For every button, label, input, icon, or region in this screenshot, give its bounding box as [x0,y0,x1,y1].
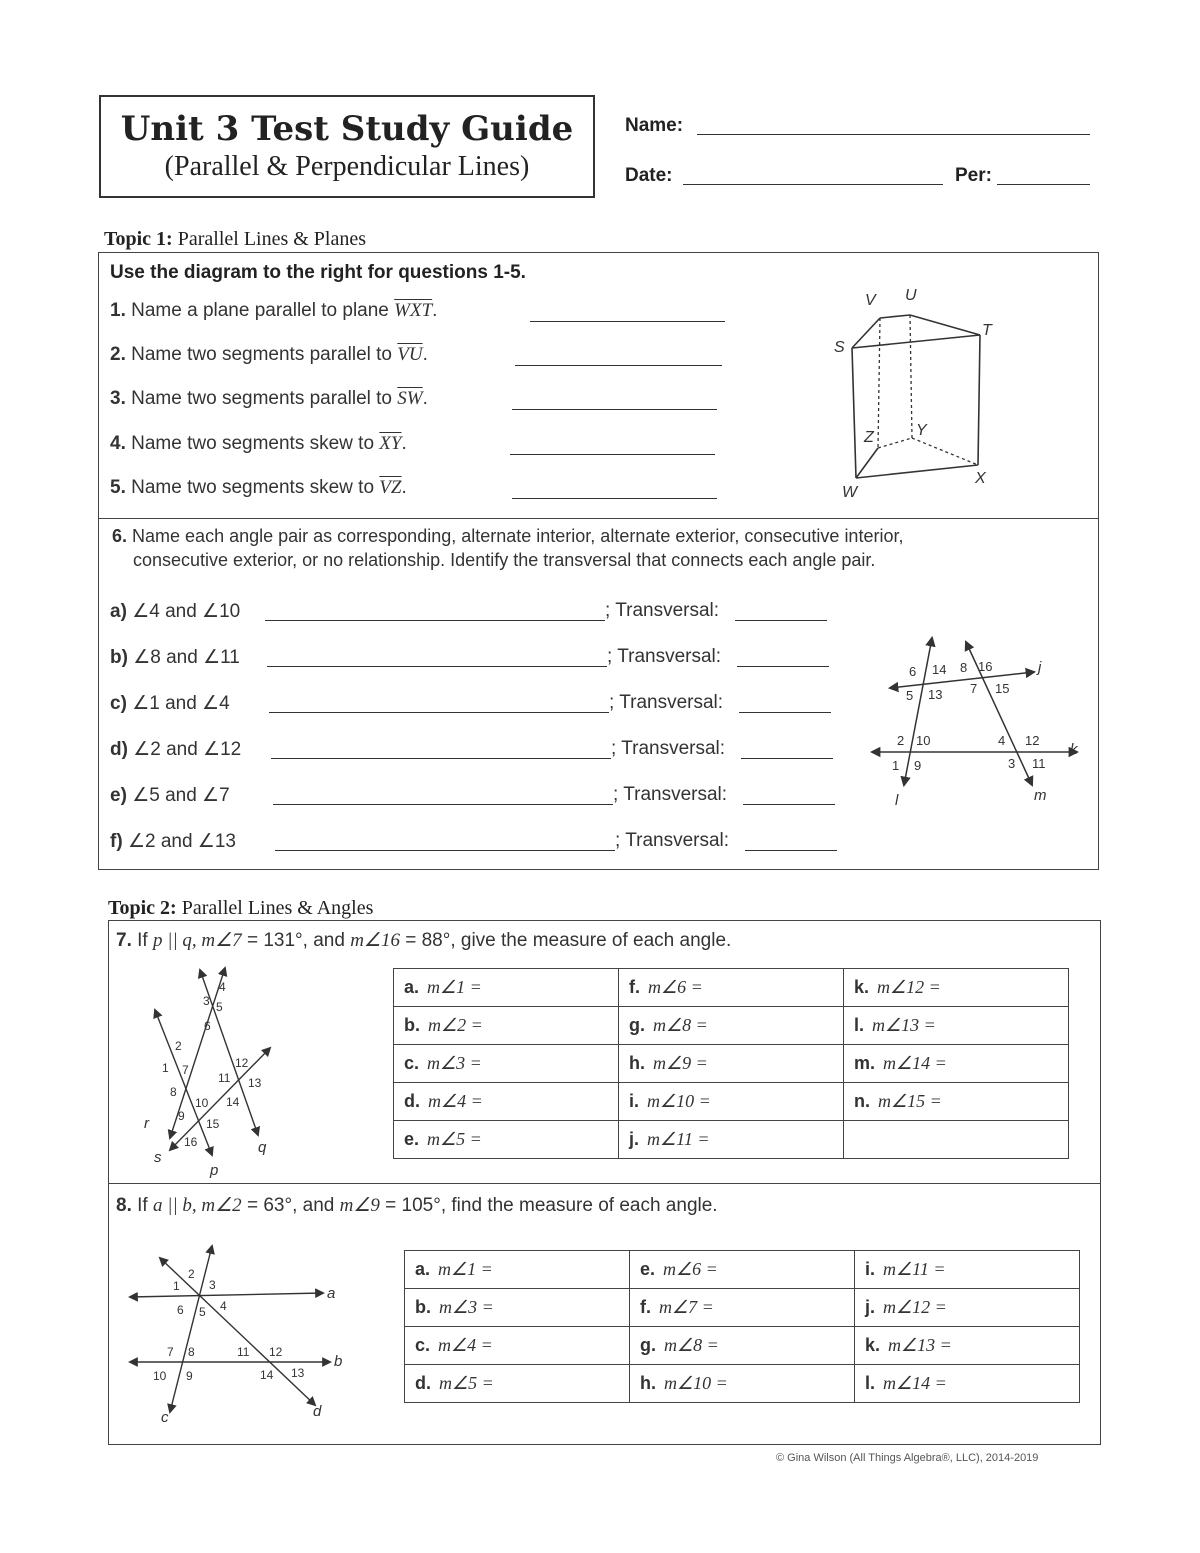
q7-angle-14: 14 [226,1095,240,1109]
answer-letter: c. [404,1053,420,1073]
q7-line-p: p [210,1162,219,1179]
answer-cell[interactable] [405,1251,630,1289]
answer-prompt: m∠4 = [438,1335,493,1355]
q7-angle-9: 9 [178,1109,185,1123]
answer-letter: b. [415,1297,431,1317]
q6-line-m: m [1034,787,1047,804]
answer-letter: i. [865,1259,876,1279]
q7-angle-7: 7 [182,1063,189,1077]
topic2-label: Parallel Lines & Angles [181,897,374,919]
answer-cell[interactable] [619,1045,844,1083]
answer-cell[interactable] [630,1289,855,1327]
question-punct: . [422,344,428,365]
topic2-heading [108,897,373,920]
q6-item-pair: ∠2 and ∠13 [127,831,236,852]
q8-angle-9: 9 [186,1369,193,1383]
question-punct: . [432,300,438,321]
q6-item [110,600,240,623]
q6-item-letter: e) [110,785,127,806]
q6-angle-2: 2 [897,733,905,748]
relationship-blank[interactable] [275,850,615,851]
table-row [394,1121,1069,1159]
q7-diagram [140,960,290,1185]
label-T: T [982,322,992,339]
q6-diagram [862,630,1092,815]
transversal-label: ; Transversal: [607,646,722,667]
question-number: 1. [110,300,126,321]
q6-item-letter: c) [110,693,127,714]
transversal-blank[interactable] [737,666,829,667]
q6-line-k: k [1070,741,1078,758]
q6-line-l: l [895,792,899,809]
answer-cell[interactable] [630,1251,855,1289]
page-title: Unit 3 Test Study Guide [120,109,574,149]
answer-letter: k. [854,977,870,997]
q7-angle-12: 12 [235,1056,249,1070]
answer-cell[interactable] [844,969,1069,1007]
label-S: S [834,339,845,356]
answer-prompt: m∠8 = [664,1335,719,1355]
answer-letter: a. [404,977,420,997]
q6-angle-8: 8 [960,660,968,675]
title-box [99,95,595,198]
transversal-blank[interactable] [743,804,835,805]
transversal-blank[interactable] [741,758,833,759]
date-label: Date: [625,165,673,186]
answer-letter: n. [854,1091,870,1111]
topic1-label: Parallel Lines & Planes [177,228,367,250]
q6-angle-9: 9 [914,758,922,773]
q7-angle-3: 3 [203,994,210,1008]
question-number: 3. [110,388,126,409]
q6-angle-14: 14 [932,662,947,677]
transversal-label: ; Transversal: [611,738,726,759]
q7-angle-6: 6 [204,1019,211,1033]
answer-letter: d. [404,1091,420,1111]
relationship-blank[interactable] [267,666,607,667]
label-Z: Z [864,429,874,446]
transversal-label: ; Transversal: [613,784,728,805]
answer-letter: f. [640,1297,651,1317]
q6-text-line1: Name each angle pair as corresponding, alternate interior, alternate exterior, consecutive interior, [132,526,904,546]
answer-cell[interactable] [405,1289,630,1327]
answer-prompt: m∠14 = [883,1053,947,1073]
answer-cell[interactable] [619,1007,844,1045]
answer-prompt: m∠8 = [653,1015,708,1035]
per-field[interactable] [997,184,1090,185]
q7-line-q: q [258,1139,267,1156]
table-row [405,1251,1080,1289]
q7-angle-15: 15 [206,1117,220,1131]
q8-angle-2: 2 [188,1267,195,1281]
q6-line-j: j [1038,659,1042,676]
answer-prompt: m∠2 = [428,1015,483,1035]
answer-letter: h. [640,1373,656,1393]
answer-letter: a. [415,1259,431,1279]
answer-cell[interactable] [394,969,619,1007]
q7-angle-10: 10 [195,1096,209,1110]
question-variable: $\overline{VZ}$ [379,477,402,498]
answer-blank[interactable] [510,454,715,455]
q7-prompt-var2: m∠16 [350,930,400,951]
answer-letter: b. [404,1015,420,1035]
q6-number: 6. [112,526,128,546]
q6-angle-15: 15 [995,681,1010,696]
answer-prompt: m∠5 = [427,1129,482,1149]
transversal-label: ; Transversal: [605,600,720,621]
answer-letter: e. [640,1259,656,1279]
question-text: Name two segments skew to [131,477,380,498]
answer-letter: i. [629,1091,640,1111]
per-label: Per: [955,165,992,186]
q7-answer-table [393,968,1069,1159]
answer-prompt: m∠1 = [438,1259,493,1279]
answer-prompt: m∠7 = [659,1297,714,1317]
q7-angle-13: 13 [248,1076,262,1090]
question-text: Name two segments parallel to [131,344,398,365]
q8-prompt-post: = 105°, find the measure of each angle. [379,1195,718,1216]
q6-item-pair: ∠4 and ∠10 [132,601,241,622]
answer-cell[interactable] [619,1121,844,1159]
q6-item [110,738,241,761]
answer-prompt: m∠13 = [872,1015,936,1035]
question-variable: $\overline{VU}$ [397,344,423,365]
answer-cell[interactable] [394,1045,619,1083]
answer-prompt: m∠10 = [664,1373,728,1393]
q8-angle-5: 5 [199,1305,206,1319]
q8-line-c: c [161,1409,169,1426]
q8-angle-10: 10 [153,1369,167,1383]
topic1-heading [104,228,366,251]
q6-prompt-line2: consecutive exterior, or no relationship. Identify the transversal that connects each angle pair. [133,550,876,570]
answer-prompt: m∠10 = [647,1091,711,1111]
question-punct: . [422,388,428,409]
q7-angle-2: 2 [175,1039,182,1053]
q7-angle-8: 8 [170,1085,177,1099]
q6-item-pair: ∠1 and ∠4 [132,693,230,714]
copyright-footer: © Gina Wilson (All Things Algebra®, LLC), 2014-2019 [776,1452,1039,1464]
answer-prompt: m∠13 = [888,1335,952,1355]
answer-cell[interactable] [630,1365,855,1403]
topic1-question [110,388,428,410]
q7-angle-1: 1 [162,1061,169,1075]
answer-letter: k. [865,1335,881,1355]
q6-angle-1: 1 [892,758,900,773]
q8-line-b: b [334,1353,343,1370]
q6-item [110,830,236,853]
q6-angle-13: 13 [928,687,943,702]
transversal-label: ; Transversal: [615,830,730,851]
q8-line-d: d [313,1403,322,1420]
q6-prompt [112,526,903,547]
answer-letter: j. [865,1297,876,1317]
page-subtitle: (Parallel & Perpendicular Lines) [164,151,530,182]
topic1-question [110,433,407,455]
question-number: 4. [110,433,126,454]
answer-blank[interactable] [512,409,717,410]
q7-prompt-vars: p || q, m∠7 [152,930,242,951]
q8-angle-13: 13 [291,1366,305,1380]
answer-prompt: m∠1 = [427,977,482,997]
q6-item [110,646,240,669]
question-punct: . [401,477,407,498]
q8-prompt-mid: = 63°, and [241,1195,340,1216]
q8-angle-8: 8 [188,1345,195,1359]
q6-item-letter: a) [110,601,127,622]
table-row [394,969,1069,1007]
q7-prompt-mid: = 131°, and [241,930,351,951]
q6-item [110,784,230,807]
q8-angle-6: 6 [177,1303,184,1317]
relationship-blank[interactable] [271,758,611,759]
q8-angle-14: 14 [260,1368,274,1382]
answer-prompt: m∠6 = [648,977,703,997]
date-field[interactable] [683,184,943,185]
q7-angle-16: 16 [184,1135,198,1149]
answer-prompt: m∠11 = [883,1259,946,1279]
table-row [394,1083,1069,1121]
q8-prompt-vars: a || b, m∠2 [152,1195,242,1216]
q8-angle-1: 1 [173,1279,180,1293]
answer-prompt: m∠3 = [439,1297,494,1317]
label-U: U [905,287,917,304]
q6-angle-10: 10 [916,733,931,748]
q6-item [110,692,230,715]
question-number: 2. [110,344,126,365]
answer-cell[interactable] [405,1327,630,1365]
answer-cell[interactable] [394,1083,619,1121]
answer-blank[interactable] [530,321,725,322]
topic1-question [110,300,437,322]
answer-prompt: m∠6 = [663,1259,718,1279]
answer-prompt: m∠14 = [883,1373,947,1393]
topic2-number: Topic 2: [108,897,177,919]
answer-prompt: m∠5 = [439,1373,494,1393]
answer-cell[interactable] [844,1121,1069,1159]
topic1-question [110,477,407,499]
q6-angle-4: 4 [998,733,1006,748]
q6-item-pair: ∠5 and ∠7 [132,785,230,806]
relationship-blank[interactable] [269,712,609,713]
answer-prompt: m∠3 = [427,1053,482,1073]
table-row [405,1289,1080,1327]
question-text: Name a plane parallel to plane [131,300,395,321]
q7-angle-4: 4 [219,980,226,994]
answer-letter: l. [854,1015,865,1035]
q7-prompt-post: = 88°, give the measure of each angle. [399,930,732,951]
q7-prompt-pre: If [137,930,153,951]
table-row [394,1007,1069,1045]
question-text: Name two segments parallel to [131,388,398,409]
answer-prompt: m∠4 = [428,1091,483,1111]
answer-prompt: m∠12 = [877,977,941,997]
q8-angle-7: 7 [167,1345,174,1359]
label-X: X [975,470,986,487]
question-text: Name two segments skew to [131,433,380,454]
answer-letter: f. [629,977,640,997]
answer-letter: l. [865,1373,876,1393]
q6-angle-16: 16 [978,659,993,674]
transversal-blank[interactable] [735,620,827,621]
name-field[interactable] [697,134,1090,135]
q6-angle-6: 6 [909,664,917,679]
prism-diagram [830,280,1010,505]
q7-angle-11: 11 [218,1071,231,1085]
q8-line-a: a [327,1285,336,1302]
q8-prompt-var2: m∠9 [339,1195,380,1216]
question-number: 5. [110,477,126,498]
q7-number: 7. [116,930,132,951]
label-V: V [865,292,876,309]
answer-cell[interactable] [619,969,844,1007]
answer-prompt: m∠9 = [653,1053,708,1073]
answer-cell[interactable] [630,1327,855,1365]
transversal-blank[interactable] [745,850,837,851]
answer-cell[interactable] [844,1083,1069,1121]
q6-item-letter: f) [110,831,123,852]
answer-letter: g. [629,1015,645,1035]
table-row [405,1327,1080,1365]
q6-angle-3: 3 [1008,756,1016,771]
answer-cell[interactable] [844,1045,1069,1083]
name-label: Name: [625,115,684,136]
q6-item-letter: d) [110,739,128,760]
q6-angle-11: 11 [1032,756,1046,771]
answer-letter: h. [629,1053,645,1073]
q8-number: 8. [116,1195,132,1216]
q8-answer-table [404,1250,1080,1403]
q6-item-pair: ∠2 and ∠12 [133,739,242,760]
answer-cell[interactable] [405,1365,630,1403]
table-row [405,1365,1080,1403]
q8-diagram [125,1240,355,1430]
answer-cell[interactable] [844,1007,1069,1045]
q8-angle-11: 11 [237,1345,250,1359]
label-Y: Y [916,422,927,439]
q8-prompt [116,1194,718,1217]
answer-letter: g. [640,1335,656,1355]
q6-item-letter: b) [110,647,128,668]
answer-prompt: m∠15 = [878,1091,942,1111]
answer-cell[interactable] [619,1083,844,1121]
q8-prompt-pre: If [137,1195,153,1216]
answer-cell[interactable] [394,1121,619,1159]
answer-letter: j. [629,1129,640,1149]
answer-letter: m. [854,1053,876,1073]
question-variable: $\overline{SW}$ [397,388,423,409]
topic1-question [110,344,428,366]
label-W: W [842,484,858,501]
answer-prompt: m∠12 = [883,1297,947,1317]
relationship-blank[interactable] [265,620,605,621]
table-row [394,1045,1069,1083]
q6-angle-12: 12 [1025,733,1040,748]
q7-prompt [116,929,731,952]
answer-cell[interactable] [394,1007,619,1045]
answer-blank[interactable] [512,498,717,499]
q7-angle-5: 5 [216,1000,223,1014]
question-variable: $\overline{XY}$ [379,433,402,454]
q6-angle-7: 7 [970,681,978,696]
topic1-instructions: Use the diagram to the right for questions 1-5. [110,262,526,283]
answer-letter: d. [415,1373,431,1393]
answer-cell[interactable] [855,1251,1080,1289]
question-variable: $\overline{WXT}$ [394,300,433,321]
answer-cell[interactable] [855,1327,1080,1365]
transversal-label: ; Transversal: [609,692,724,713]
answer-cell[interactable] [855,1365,1080,1403]
q6-item-pair: ∠8 and ∠11 [133,647,240,668]
transversal-blank[interactable] [739,712,831,713]
topic1-number: Topic 1: [104,228,173,250]
q7-line-s: s [154,1149,162,1166]
q8-angle-12: 12 [269,1345,283,1359]
question-punct: . [401,433,407,454]
q8-angle-4: 4 [220,1299,227,1313]
relationship-blank[interactable] [273,804,613,805]
answer-blank[interactable] [515,365,722,366]
answer-prompt: m∠11 = [647,1129,710,1149]
answer-letter: e. [404,1129,420,1149]
q7-line-r: r [144,1115,149,1132]
q6-angle-5: 5 [906,688,914,703]
q8-angle-3: 3 [209,1278,216,1292]
answer-cell[interactable] [855,1289,1080,1327]
answer-letter: c. [415,1335,431,1355]
